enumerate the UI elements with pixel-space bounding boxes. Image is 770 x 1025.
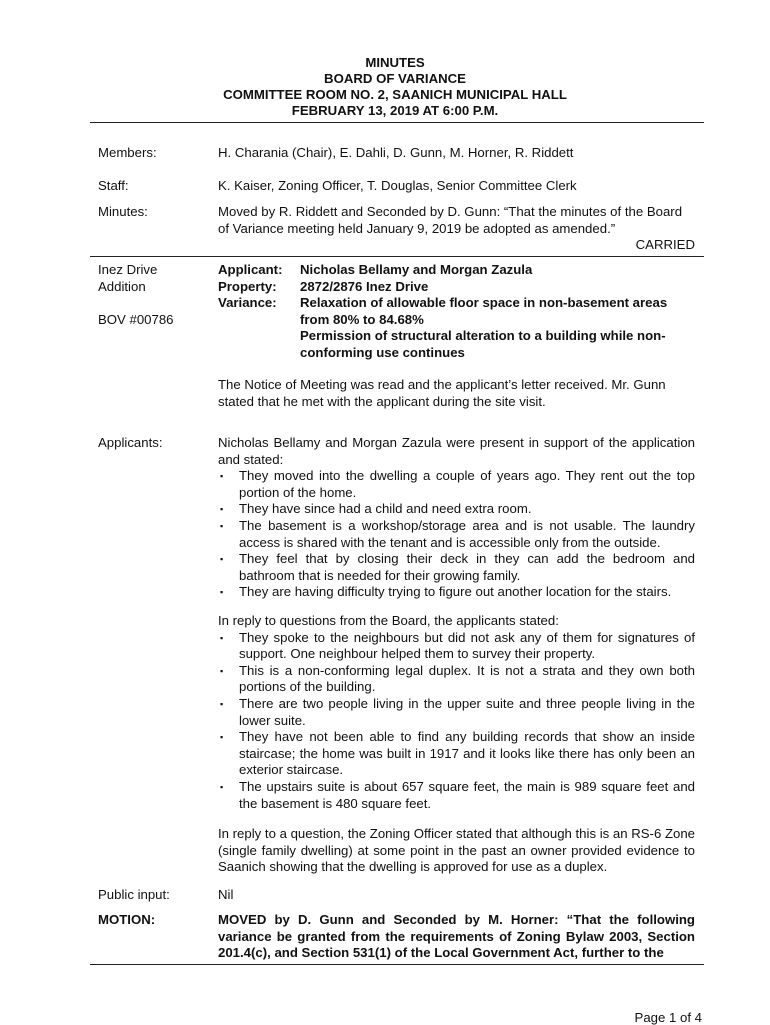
bov-number: BOV #00786 <box>98 312 174 327</box>
applicant-key: Applicant: <box>218 262 283 277</box>
public-input-label: Public input: <box>98 887 170 902</box>
item-label <box>98 262 208 295</box>
bullet-icon: ▪ <box>220 732 224 743</box>
list-item-text: The basement is a workshop/storage area and is not usable. The laundry access is shared with the tenant and is accessible only from the outside. <box>239 517 695 550</box>
list-item <box>218 551 695 584</box>
reply-intro: In reply to questions from the Board, the applicants stated: <box>218 613 559 628</box>
bullet-icon: ▪ <box>220 781 224 792</box>
zoning-text: In reply to a question, the Zoning Officer stated that although this is an RS-6 Zone (single family dwelling) at some point in the past an owner provided evidence to Saanich showing that the dwelling is approved for use as a duplex. <box>218 826 695 875</box>
list-item-text: They have not been able to find any building records that show an inside staircase; the home was built in 1917 and it looks like there has only been an exterior staircase. <box>239 729 695 778</box>
applicants-intro: Nicholas Bellamy and Morgan Zazula were present in support of the application and stated: <box>218 435 695 467</box>
members-text: H. Charania (Chair), E. Dahli, D. Gunn, M. Horner, R. Riddett <box>218 145 574 160</box>
header-divider <box>90 122 704 123</box>
variance-value-1: Relaxation of allowable floor space in non-basement areas from 80% to 84.68% <box>300 295 668 327</box>
list-item-text: The upstairs suite is about 657 square feet, the main is 989 square feet and the basement is 480 square feet. <box>239 778 695 811</box>
list-item <box>218 518 695 551</box>
list-item <box>218 729 695 779</box>
header-title: MINUTES <box>365 55 425 70</box>
notice-text: The Notice of Meeting was read and the applicant’s letter received. Mr. Gunn stated that he met with the applicant during the site visit. <box>218 377 666 409</box>
members-label: Members: <box>98 145 157 160</box>
list-item-text: They have since had a child and need extra room. <box>239 501 532 517</box>
minutes-header <box>90 55 700 119</box>
reply-section <box>218 613 695 812</box>
list-item-text: They are having difficulty trying to figure out another location for the stairs. <box>239 584 672 600</box>
reply-bullet-list <box>218 630 695 813</box>
list-item-text: They spoke to the neighbours but did not ask any of them for signatures of support. One neighbour helped them to survey their property. <box>239 629 695 662</box>
minutes-divider <box>90 256 704 257</box>
header-board: BOARD OF VARIANCE <box>324 71 466 86</box>
bullet-icon: ▪ <box>220 554 224 565</box>
staff-label: Staff: <box>98 178 129 193</box>
minutes-section <box>218 204 695 254</box>
motion-label: MOTION: <box>98 912 156 927</box>
applicants-section <box>218 435 695 601</box>
list-item <box>218 663 695 696</box>
list-item <box>218 779 695 812</box>
property-row <box>218 279 695 296</box>
minutes-result: CARRIED <box>635 237 695 253</box>
bullet-icon: ▪ <box>220 665 224 676</box>
bullet-icon: ▪ <box>220 698 224 709</box>
property-key: Property: <box>218 278 277 294</box>
applicants-bullet-list <box>218 468 695 601</box>
variance-value-2: Permission of structural alteration to a building while non-conforming use continues <box>300 328 666 360</box>
list-item <box>218 501 695 518</box>
motion-text: MOVED by D. Gunn and Seconded by M. Horner: “That the following variance be granted from the requirements of Zoning Bylaw 2003, Section 201.4(c), and Section 531(1) of the Local Government Act, further to the <box>218 912 695 961</box>
item-label-line1: Inez Drive <box>98 262 158 277</box>
list-item-text: They feel that by closing their deck in they can add the bedroom and bathroom that is needed for their growing family. <box>239 551 695 583</box>
list-item-text: There are two people living in the upper suite and three people living in the lower suite. <box>239 695 695 728</box>
list-item-text: This is a non-conforming legal duplex. It is not a strata and they own both portions of the building. <box>239 662 695 695</box>
bullet-icon: ▪ <box>220 587 224 598</box>
list-item-text: They moved into the dwelling a couple of years ago. They rent out the top portion of the home. <box>239 468 695 500</box>
bullet-icon: ▪ <box>220 471 224 482</box>
list-item <box>218 630 695 663</box>
list-item <box>218 696 695 729</box>
list-item <box>218 468 695 501</box>
minutes-label: Minutes: <box>98 204 148 219</box>
applicants-label: Applicants: <box>98 435 163 450</box>
property-value: 2872/2876 Inez Drive <box>300 278 429 294</box>
bullet-icon: ▪ <box>220 632 224 643</box>
header-date: FEBRUARY 13, 2019 AT 6:00 P.M. <box>291 103 499 118</box>
header-location: COMMITTEE ROOM NO. 2, SAANICH MUNICIPAL HALL <box>223 87 567 102</box>
staff-text: K. Kaiser, Zoning Officer, T. Douglas, Senior Committee Clerk <box>218 178 577 193</box>
variance-key: Variance: <box>218 295 277 311</box>
item-details <box>218 262 695 362</box>
applicant-value: Nicholas Bellamy and Morgan Zazula <box>300 262 533 277</box>
item-label-line2: Addition <box>98 278 146 294</box>
list-item <box>218 584 695 601</box>
footer-divider <box>90 964 704 965</box>
minutes-text: Moved by R. Riddett and Seconded by D. Gunn: “That the minutes of the Board of Variance meeting held January 9, 2019 be adopted as amended.” <box>218 204 683 236</box>
bullet-icon: ▪ <box>220 520 224 531</box>
public-input-text: Nil <box>218 887 234 902</box>
bullet-icon: ▪ <box>220 504 224 515</box>
variance-row <box>218 295 695 361</box>
applicant-row <box>218 262 695 279</box>
page-number: Page 1 of 4 <box>634 1010 702 1025</box>
variance-values <box>300 295 695 361</box>
